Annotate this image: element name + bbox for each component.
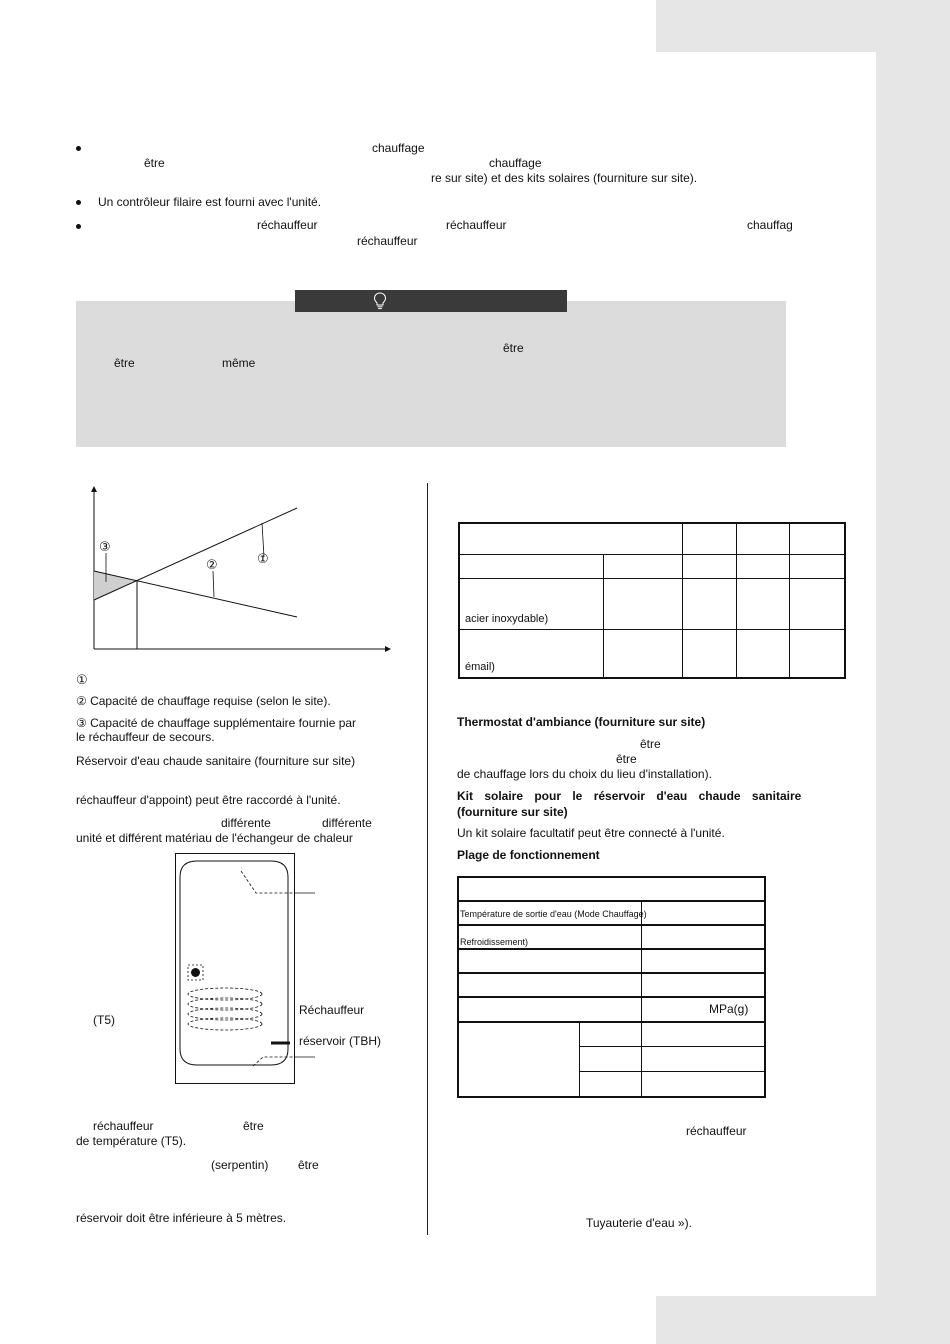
tank-fragment: réchauffeur — [93, 1119, 154, 1133]
lightbulb-icon — [373, 292, 387, 310]
column-divider — [427, 483, 428, 1235]
tank-line: réservoir doit être inférieure à 5 mètres. — [76, 1211, 287, 1225]
intro-fragment: réchauffeur — [446, 218, 507, 232]
page-band-bottom — [656, 1296, 950, 1344]
legend-item-1: ① — [76, 672, 88, 687]
range-cell: Refroidissement) — [460, 937, 529, 947]
bullet — [76, 200, 81, 205]
tank-fragment: être — [298, 1158, 319, 1172]
solar-heading-cont: (fourniture sur site) — [457, 805, 568, 819]
tank-frame — [176, 854, 295, 1084]
tank-heading: Réservoir d'eau chaude sanitaire (fourniture sur site) — [76, 754, 356, 768]
hot-water-outlet — [241, 871, 295, 893]
note-fragment: être — [503, 341, 524, 355]
intro-fragment: chauffage — [489, 156, 542, 170]
bullet — [76, 146, 81, 151]
tank-fragment: être — [243, 1119, 264, 1133]
thermostat-line: de chauffage lors du choix du lieu d'installation). — [457, 767, 712, 781]
range-heading: Plage de fonctionnement — [457, 848, 600, 862]
spec-cell: acier inoxydable) — [465, 613, 549, 625]
intro-fragment: chauffage — [372, 141, 425, 155]
legend-item-3-cont: le réchauffeur de secours. — [76, 730, 215, 744]
tank-body — [180, 861, 288, 1065]
graph-marker-2: ② — [206, 558, 218, 573]
range-cell: Température de sortie d'eau (Mode Chauffage) — [460, 909, 647, 919]
intro-fragment: re sur site) et des kits solaires (fourniture sur site). — [431, 171, 698, 185]
note-box — [76, 301, 786, 447]
tank-fragment: différente — [221, 816, 271, 830]
legend-item-3: ③ Capacité de chauffage supplémentaire fournie par — [76, 716, 357, 730]
heat-exchanger-coil — [188, 988, 262, 1030]
note-header — [295, 290, 567, 312]
intro-line: Un contrôleur filaire est fourni avec l'unité. — [98, 195, 322, 209]
legend-item-2: ② Capacité de chauffage requise (selon le site). — [76, 694, 331, 708]
thermostat-fragment: être — [616, 752, 637, 766]
range-unit: MPa(g) — [709, 1002, 749, 1016]
tank-fragment: (serpentin) — [211, 1158, 269, 1172]
note-fragment: être — [114, 356, 135, 370]
tank-line: de température (T5). — [76, 1134, 187, 1148]
tank-label-tbh: réservoir (TBH) — [299, 1034, 382, 1048]
tank-label-heater: Réchauffeur — [299, 1003, 365, 1017]
tank-label-t5: (T5) — [93, 1013, 115, 1027]
bullet — [76, 224, 81, 229]
required-capacity-line — [94, 571, 297, 617]
intro-fragment: réchauffeur — [257, 218, 318, 232]
page-band-right — [876, 52, 950, 1296]
solar-text: Un kit solaire facultatif peut être connecté à l'unité. — [457, 826, 725, 840]
intro-fragment: être — [144, 156, 165, 170]
right-fragment: Tuyauterie d'eau »). — [586, 1216, 692, 1230]
heating-capacity-graph — [80, 483, 400, 663]
tank-line: unité et différent matériau de l'échangeur de chaleur — [76, 831, 353, 845]
intro-fragment: chauffag — [747, 218, 793, 232]
note-fragment: même — [222, 356, 256, 370]
graph-marker-3: ③ — [99, 540, 111, 555]
spec-cell: émail) — [465, 661, 495, 673]
solar-heading: Kit solaire pour le réservoir d'eau chaude sanitaire — [457, 789, 802, 803]
thermostat-heading: Thermostat d'ambiance (fourniture sur site) — [457, 715, 706, 729]
intro-fragment: réchauffeur — [357, 234, 418, 248]
tank-fragment: différente — [322, 816, 372, 830]
supplementary-capacity-area — [94, 571, 137, 600]
page-band-top — [656, 0, 950, 52]
graph-marker-1: ① — [257, 552, 269, 567]
tank-line: réchauffeur d'appoint) peut être raccordé à l'unité. — [76, 793, 341, 807]
spec-table — [458, 522, 846, 679]
thermostat-fragment: être — [640, 737, 661, 751]
water-tank-diagram — [175, 853, 315, 1085]
right-fragment: réchauffeur — [686, 1124, 747, 1138]
